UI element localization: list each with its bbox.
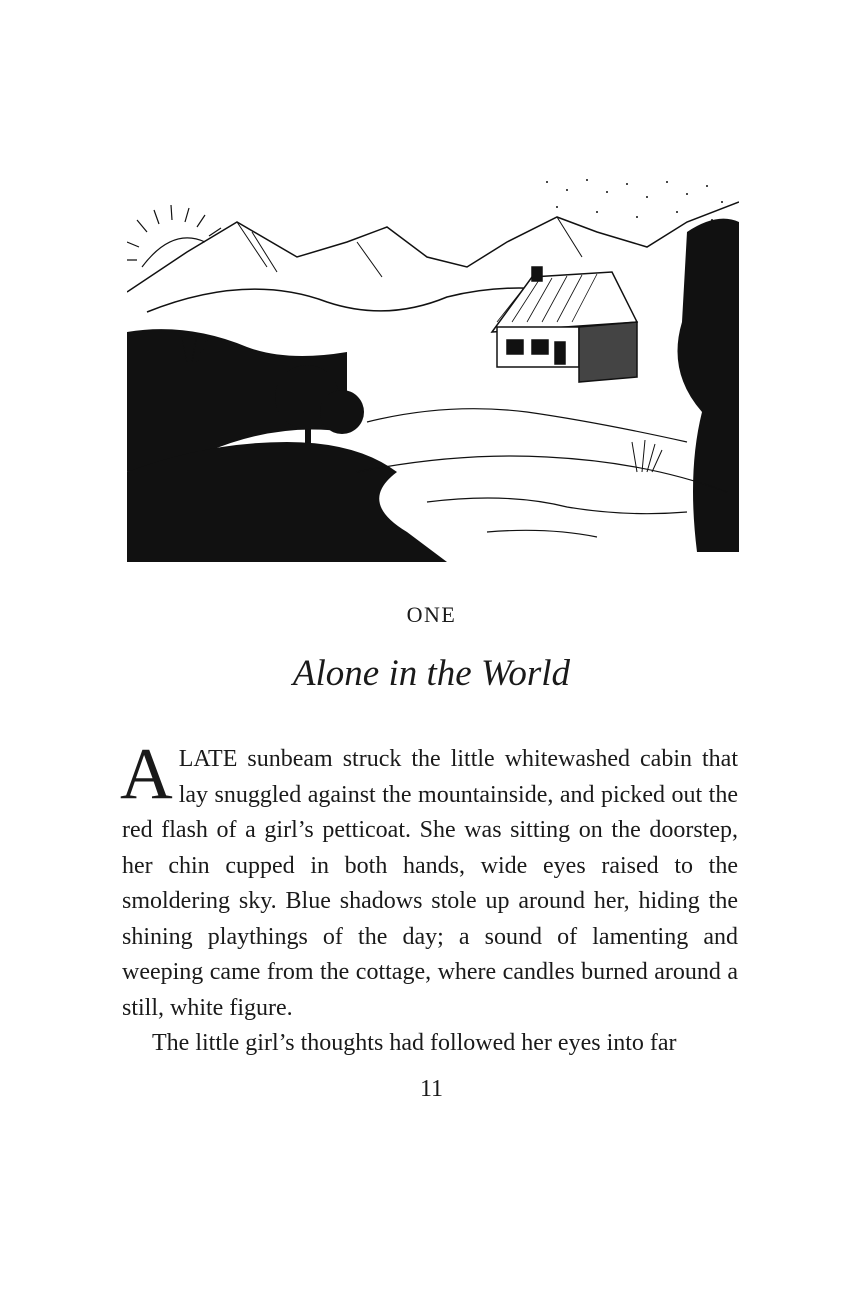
stream <box>357 409 727 537</box>
paragraph-1-text: LATE sunbeam struck the little whitewashed cabin that lay snuggled against the mountainside, and picked out the red flash of a girl’s petticoat. She was sitting on the doorstep, her chin cupped in both hands, wide eyes raised to the smoldering sky. Blue shadows stole up around her, hiding the shining playthings of the day; a sound of lamenting and weeping came from the cottage, where candles burned around a still, white figure. <box>122 746 738 1021</box>
foreground-bank <box>127 442 447 562</box>
paragraph-2: The little girl’s thoughts had followed her eyes into far <box>152 1030 677 1056</box>
cabin <box>492 267 637 382</box>
page-number: 11 <box>419 1076 444 1102</box>
chapter-number: ONE <box>406 602 457 627</box>
sun <box>127 205 221 267</box>
chapter-body <box>120 733 738 1062</box>
chapter-illustration <box>127 172 739 562</box>
mountains <box>127 202 739 312</box>
sky-stipple <box>546 179 723 221</box>
paragraph-1 <box>120 733 738 1026</box>
trees-right <box>678 219 740 552</box>
drop-cap: A <box>120 733 173 814</box>
chapter-title: Alone in the World <box>292 653 571 694</box>
cabin-landscape-engraving <box>127 172 739 562</box>
